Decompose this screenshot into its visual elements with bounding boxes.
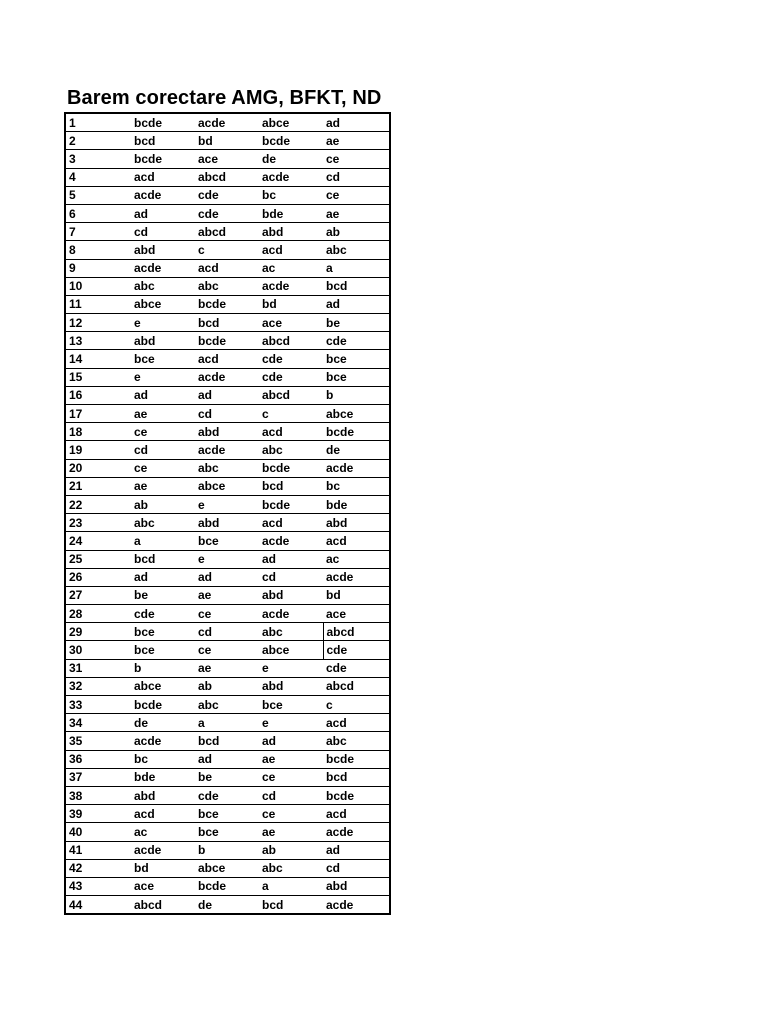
question-number-cell: 7: [65, 223, 131, 241]
answer-cell-2: bce: [195, 532, 259, 550]
table-row: [65, 768, 390, 786]
answer-cell-2: b: [195, 841, 259, 859]
question-number-cell: 1: [65, 113, 131, 132]
answer-cell-2: abc: [195, 696, 259, 714]
answer-cell-4: abcd: [323, 623, 390, 641]
question-number-cell: 32: [65, 677, 131, 695]
question-number-cell: 16: [65, 386, 131, 404]
answer-cell-2: acde: [195, 113, 259, 132]
question-number-cell: 9: [65, 259, 131, 277]
answer-cell-4: ad: [323, 113, 390, 132]
answer-cell-2: bd: [195, 132, 259, 150]
answer-cell-1: bde: [131, 768, 195, 786]
answer-cell-4: ad: [323, 295, 390, 313]
answer-cell-2: ae: [195, 659, 259, 677]
table-row: [65, 241, 390, 259]
table-row: [65, 677, 390, 695]
answer-cell-3: ce: [259, 805, 323, 823]
answer-cell-3: cd: [259, 786, 323, 804]
question-number-cell: 38: [65, 786, 131, 804]
answer-cell-1: acd: [131, 805, 195, 823]
answer-cell-1: de: [131, 714, 195, 732]
question-number-cell: 36: [65, 750, 131, 768]
answer-cell-4: abcd: [323, 677, 390, 695]
question-number-cell: 12: [65, 314, 131, 332]
table-row: [65, 623, 390, 641]
answer-cell-1: ad: [131, 204, 195, 222]
answer-cell-2: de: [195, 896, 259, 915]
answer-cell-1: bce: [131, 623, 195, 641]
answer-cell-1: ad: [131, 386, 195, 404]
table-row: [65, 386, 390, 404]
answer-cell-3: bcde: [259, 495, 323, 513]
answer-cell-4: a: [323, 259, 390, 277]
answer-cell-2: e: [195, 495, 259, 513]
question-number-cell: 33: [65, 696, 131, 714]
answer-cell-1: bcd: [131, 550, 195, 568]
answer-cell-1: b: [131, 659, 195, 677]
question-number-cell: 6: [65, 204, 131, 222]
answer-cell-2: abce: [195, 859, 259, 877]
answer-cell-4: ce: [323, 150, 390, 168]
table-row: [65, 823, 390, 841]
question-number-cell: 25: [65, 550, 131, 568]
answer-cell-1: e: [131, 368, 195, 386]
answer-cell-3: de: [259, 150, 323, 168]
answer-cell-4: cd: [323, 168, 390, 186]
answer-cell-2: abd: [195, 514, 259, 532]
answer-cell-1: bd: [131, 859, 195, 877]
question-number-cell: 2: [65, 132, 131, 150]
answer-cell-2: ae: [195, 586, 259, 604]
answer-cell-1: abc: [131, 514, 195, 532]
answer-cell-3: abd: [259, 677, 323, 695]
answer-cell-3: abce: [259, 113, 323, 132]
answer-cell-3: acde: [259, 532, 323, 550]
answer-cell-3: acde: [259, 168, 323, 186]
answer-cell-4: bd: [323, 586, 390, 604]
answer-cell-1: cd: [131, 441, 195, 459]
answer-cell-2: bce: [195, 823, 259, 841]
answer-key-body: [65, 113, 390, 914]
table-row: [65, 441, 390, 459]
table-row: [65, 841, 390, 859]
table-row: [65, 423, 390, 441]
question-number-cell: 23: [65, 514, 131, 532]
answer-cell-1: abd: [131, 241, 195, 259]
answer-cell-2: acde: [195, 368, 259, 386]
table-row: [65, 714, 390, 732]
answer-cell-2: bcd: [195, 314, 259, 332]
answer-cell-2: ace: [195, 150, 259, 168]
table-row: [65, 259, 390, 277]
answer-cell-1: acde: [131, 732, 195, 750]
answer-cell-4: ae: [323, 132, 390, 150]
question-number-cell: 43: [65, 877, 131, 895]
answer-cell-1: bcde: [131, 150, 195, 168]
table-row: [65, 568, 390, 586]
answer-cell-4: de: [323, 441, 390, 459]
answer-cell-2: cde: [195, 204, 259, 222]
answer-cell-4: acde: [323, 459, 390, 477]
table-row: [65, 896, 390, 915]
answer-cell-1: bcd: [131, 132, 195, 150]
answer-cell-2: acde: [195, 441, 259, 459]
answer-cell-4: bce: [323, 350, 390, 368]
answer-cell-3: bce: [259, 696, 323, 714]
answer-cell-3: acde: [259, 605, 323, 623]
answer-cell-1: acd: [131, 168, 195, 186]
answer-cell-2: cde: [195, 786, 259, 804]
table-row: [65, 477, 390, 495]
answer-cell-4: abd: [323, 877, 390, 895]
table-row: [65, 514, 390, 532]
answer-key-table: [64, 112, 391, 915]
answer-cell-1: a: [131, 532, 195, 550]
question-number-cell: 15: [65, 368, 131, 386]
answer-cell-3: bcd: [259, 477, 323, 495]
table-row: [65, 295, 390, 313]
answer-cell-2: cd: [195, 623, 259, 641]
question-number-cell: 42: [65, 859, 131, 877]
table-row: [65, 332, 390, 350]
answer-cell-1: ae: [131, 405, 195, 423]
question-number-cell: 10: [65, 277, 131, 295]
answer-cell-1: abc: [131, 277, 195, 295]
answer-cell-4: cde: [323, 332, 390, 350]
answer-cell-2: ce: [195, 641, 259, 659]
answer-cell-3: bcde: [259, 459, 323, 477]
answer-cell-3: bde: [259, 204, 323, 222]
answer-cell-4: abc: [323, 241, 390, 259]
answer-cell-3: bd: [259, 295, 323, 313]
table-row: [65, 641, 390, 659]
answer-cell-1: bcde: [131, 696, 195, 714]
answer-cell-1: ce: [131, 459, 195, 477]
answer-cell-4: acde: [323, 568, 390, 586]
answer-cell-4: cd: [323, 859, 390, 877]
answer-cell-2: bcde: [195, 877, 259, 895]
answer-cell-1: ae: [131, 477, 195, 495]
answer-cell-1: ad: [131, 568, 195, 586]
answer-cell-1: bcde: [131, 113, 195, 132]
answer-cell-3: ae: [259, 823, 323, 841]
table-row: [65, 859, 390, 877]
answer-cell-3: ace: [259, 314, 323, 332]
table-row: [65, 495, 390, 513]
table-row: [65, 586, 390, 604]
question-number-cell: 28: [65, 605, 131, 623]
answer-cell-4: c: [323, 696, 390, 714]
answer-cell-3: cd: [259, 568, 323, 586]
answer-cell-4: b: [323, 386, 390, 404]
answer-cell-1: acde: [131, 186, 195, 204]
answer-cell-4: bcde: [323, 750, 390, 768]
answer-cell-3: cde: [259, 368, 323, 386]
table-row: [65, 786, 390, 804]
answer-cell-1: acde: [131, 841, 195, 859]
table-row: [65, 532, 390, 550]
answer-cell-4: bcd: [323, 277, 390, 295]
answer-cell-3: ab: [259, 841, 323, 859]
answer-cell-3: abc: [259, 441, 323, 459]
question-number-cell: 34: [65, 714, 131, 732]
question-number-cell: 4: [65, 168, 131, 186]
question-number-cell: 39: [65, 805, 131, 823]
answer-cell-4: abce: [323, 405, 390, 423]
answer-cell-3: bcd: [259, 896, 323, 915]
question-number-cell: 19: [65, 441, 131, 459]
answer-cell-2: bcd: [195, 732, 259, 750]
answer-cell-2: abcd: [195, 168, 259, 186]
question-number-cell: 37: [65, 768, 131, 786]
answer-cell-3: acde: [259, 277, 323, 295]
answer-cell-2: acd: [195, 350, 259, 368]
question-number-cell: 20: [65, 459, 131, 477]
answer-cell-3: ce: [259, 768, 323, 786]
table-row: [65, 132, 390, 150]
table-row: [65, 186, 390, 204]
question-number-cell: 3: [65, 150, 131, 168]
answer-cell-4: bde: [323, 495, 390, 513]
answer-cell-4: ab: [323, 223, 390, 241]
answer-cell-2: bcde: [195, 332, 259, 350]
answer-cell-2: abce: [195, 477, 259, 495]
answer-cell-3: acd: [259, 423, 323, 441]
answer-cell-2: abc: [195, 277, 259, 295]
question-number-cell: 18: [65, 423, 131, 441]
answer-cell-4: abd: [323, 514, 390, 532]
table-row: [65, 750, 390, 768]
answer-cell-3: bc: [259, 186, 323, 204]
question-number-cell: 14: [65, 350, 131, 368]
answer-cell-4: ad: [323, 841, 390, 859]
answer-cell-2: ad: [195, 568, 259, 586]
table-row: [65, 659, 390, 677]
question-number-cell: 31: [65, 659, 131, 677]
question-number-cell: 29: [65, 623, 131, 641]
answer-cell-1: ab: [131, 495, 195, 513]
answer-cell-3: ad: [259, 550, 323, 568]
question-number-cell: 41: [65, 841, 131, 859]
answer-cell-4: ac: [323, 550, 390, 568]
table-row: [65, 459, 390, 477]
answer-cell-3: abce: [259, 641, 323, 659]
question-number-cell: 13: [65, 332, 131, 350]
answer-cell-4: bcd: [323, 768, 390, 786]
question-number-cell: 24: [65, 532, 131, 550]
question-number-cell: 17: [65, 405, 131, 423]
question-number-cell: 21: [65, 477, 131, 495]
answer-cell-4: ace: [323, 605, 390, 623]
answer-cell-3: abd: [259, 586, 323, 604]
answer-cell-3: acd: [259, 514, 323, 532]
answer-cell-3: abcd: [259, 386, 323, 404]
answer-cell-2: e: [195, 550, 259, 568]
answer-cell-4: acd: [323, 532, 390, 550]
answer-cell-3: abcd: [259, 332, 323, 350]
answer-cell-3: c: [259, 405, 323, 423]
table-row: [65, 732, 390, 750]
answer-cell-2: ab: [195, 677, 259, 695]
answer-cell-1: ace: [131, 877, 195, 895]
answer-cell-1: bc: [131, 750, 195, 768]
answer-cell-2: a: [195, 714, 259, 732]
answer-cell-2: acd: [195, 259, 259, 277]
answer-cell-2: abd: [195, 423, 259, 441]
answer-cell-1: abce: [131, 677, 195, 695]
answer-cell-3: abc: [259, 623, 323, 641]
answer-cell-3: e: [259, 659, 323, 677]
answer-cell-3: ad: [259, 732, 323, 750]
table-row: [65, 168, 390, 186]
answer-cell-3: ac: [259, 259, 323, 277]
answer-cell-3: bcde: [259, 132, 323, 150]
answer-cell-2: ad: [195, 386, 259, 404]
answer-cell-1: abd: [131, 332, 195, 350]
answer-cell-2: ce: [195, 605, 259, 623]
answer-cell-4: bce: [323, 368, 390, 386]
answer-cell-2: bcde: [195, 295, 259, 313]
answer-cell-2: bce: [195, 805, 259, 823]
answer-cell-1: abd: [131, 786, 195, 804]
table-row: [65, 204, 390, 222]
answer-cell-3: a: [259, 877, 323, 895]
answer-cell-3: ae: [259, 750, 323, 768]
table-row: [65, 113, 390, 132]
table-row: [65, 877, 390, 895]
answer-cell-2: abcd: [195, 223, 259, 241]
answer-cell-4: acd: [323, 805, 390, 823]
table-row: [65, 696, 390, 714]
answer-cell-1: cde: [131, 605, 195, 623]
answer-cell-4: ce: [323, 186, 390, 204]
table-row: [65, 223, 390, 241]
answer-cell-3: acd: [259, 241, 323, 259]
answer-cell-4: bc: [323, 477, 390, 495]
answer-cell-4: bcde: [323, 786, 390, 804]
answer-cell-4: acde: [323, 896, 390, 915]
answer-cell-4: abc: [323, 732, 390, 750]
answer-cell-2: cd: [195, 405, 259, 423]
question-number-cell: 8: [65, 241, 131, 259]
answer-cell-3: abc: [259, 859, 323, 877]
answer-cell-1: e: [131, 314, 195, 332]
answer-cell-4: be: [323, 314, 390, 332]
table-row: [65, 550, 390, 568]
table-row: [65, 368, 390, 386]
answer-cell-2: be: [195, 768, 259, 786]
answer-cell-3: e: [259, 714, 323, 732]
answer-cell-1: cd: [131, 223, 195, 241]
answer-cell-4: bcde: [323, 423, 390, 441]
answer-cell-1: bce: [131, 641, 195, 659]
answer-cell-1: ac: [131, 823, 195, 841]
answer-cell-2: c: [195, 241, 259, 259]
answer-cell-1: abcd: [131, 896, 195, 915]
page-title: Barem corectare AMG, BFKT, ND: [67, 87, 382, 109]
answer-cell-1: be: [131, 586, 195, 604]
answer-cell-1: ce: [131, 423, 195, 441]
answer-cell-2: cde: [195, 186, 259, 204]
question-number-cell: 11: [65, 295, 131, 313]
table-row: [65, 405, 390, 423]
table-row: [65, 277, 390, 295]
question-number-cell: 26: [65, 568, 131, 586]
question-number-cell: 5: [65, 186, 131, 204]
question-number-cell: 40: [65, 823, 131, 841]
question-number-cell: 35: [65, 732, 131, 750]
answer-cell-4: acd: [323, 714, 390, 732]
answer-cell-1: acde: [131, 259, 195, 277]
question-number-cell: 27: [65, 586, 131, 604]
question-number-cell: 30: [65, 641, 131, 659]
answer-cell-2: ad: [195, 750, 259, 768]
table-row: [65, 314, 390, 332]
question-number-cell: 44: [65, 896, 131, 915]
table-row: [65, 605, 390, 623]
answer-cell-4: acde: [323, 823, 390, 841]
answer-cell-4: cde: [323, 641, 390, 659]
answer-cell-4: ae: [323, 204, 390, 222]
table-row: [65, 150, 390, 168]
answer-cell-2: abc: [195, 459, 259, 477]
table-row: [65, 805, 390, 823]
answer-cell-4: cde: [323, 659, 390, 677]
table-row: [65, 350, 390, 368]
question-number-cell: 22: [65, 495, 131, 513]
answer-cell-1: abce: [131, 295, 195, 313]
answer-cell-3: cde: [259, 350, 323, 368]
answer-cell-3: abd: [259, 223, 323, 241]
answer-cell-1: bce: [131, 350, 195, 368]
